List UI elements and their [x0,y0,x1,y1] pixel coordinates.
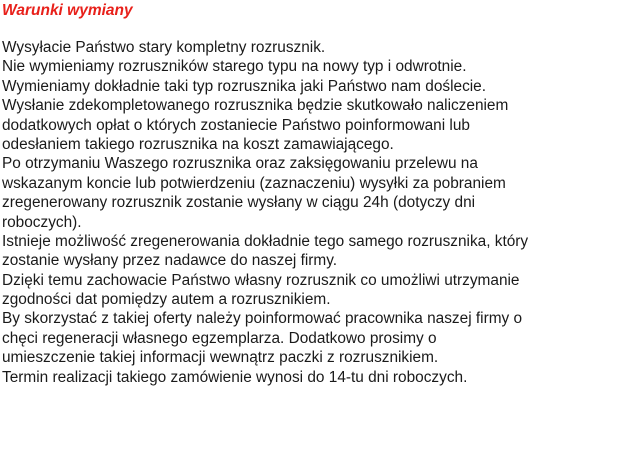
page-title: Warunki wymiany [2,2,133,19]
text-line: By skorzystać z takiej oferty należy poinformować pracownika naszej firmy o [2,310,523,328]
text-line: Nie wymieniamy rozruszników starego typu na nowy typ i odwrotnie. [2,58,467,76]
text-line: odesłaniem takiego rozrusznika na koszt zamawiającego. [2,135,394,153]
text-line: Wymieniamy dokładnie taki typ rozrusznika jaki Państwo nam doślecie. [2,77,487,95]
text-line: dodatkowych opłat o których zostaniecie Państwo poinformowani lub [2,116,470,134]
exchange-terms-text [2,38,634,387]
text-line: umieszczenie takiej informacji wewnątrz paczki z rozrusznikiem. [2,349,439,367]
text-line: zregenerowany rozrusznik zostanie wysłany w ciągu 24h (dotyczy dni [2,194,476,212]
text-line: Wysłanie zdekompletowanego rozrusznika będzie skutkowało naliczeniem [2,97,509,115]
text-line: zostanie wysłany przez nadawce do naszej firmy. [2,252,338,270]
text-line: chęci regeneracji własnego egzemplarza. Dodatkowo prosimy o [2,329,437,347]
text-line: zgodności dat pomiędzy autem a rozrusznikiem. [2,291,331,309]
text-line: Dzięki temu zachowacie Państwo własny rozrusznik co umożliwi utrzymanie [2,271,520,289]
document-body [2,0,634,387]
text-line: Istnieje możliwość zregenerowania dokładnie tego samego rozrusznika, który [2,232,529,250]
text-line: Wysyłacie Państwo stary kompletny rozrusznik. [2,39,326,56]
text-line: Termin realizacji takiego zamówienie wynosi do 14-tu dni roboczych. [2,368,468,386]
blank-line [2,21,634,38]
text-line: wskazanym koncie lub potwierdzeniu (zaznaczeniu) wysyłki za pobraniem [2,174,506,192]
text-line: Po otrzymaniu Waszego rozrusznika oraz zaksięgowaniu przelewu na [2,155,478,173]
text-line: roboczych). [2,213,82,231]
